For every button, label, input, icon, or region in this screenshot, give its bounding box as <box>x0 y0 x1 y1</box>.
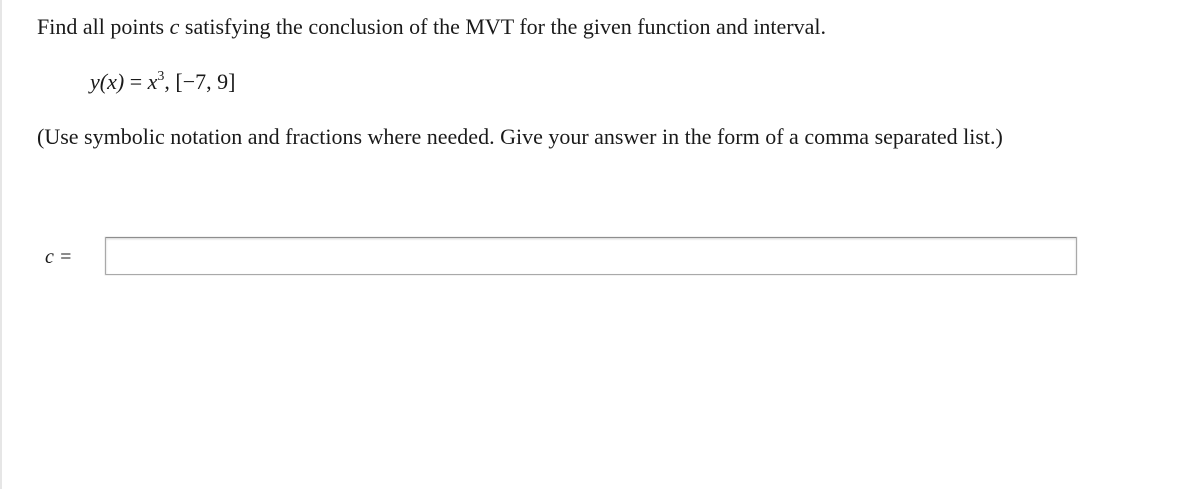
left-border <box>0 0 2 489</box>
question-prompt <box>37 12 826 42</box>
prompt-variable: c <box>169 14 180 39</box>
equation-lhs: y(x) <box>90 69 125 94</box>
answer-label: c = <box>45 246 73 268</box>
equation-base: x <box>147 69 158 94</box>
equation-equals: = <box>124 69 148 94</box>
prompt-suffix: satisfying the conclusion of the MVT for the given function and interval. <box>179 14 827 39</box>
answer-input[interactable] <box>105 237 1077 275</box>
equation-interval: , [−7, 9] <box>164 69 236 94</box>
prompt-prefix: Find all points <box>37 14 170 39</box>
equation-exponent: 3 <box>157 69 165 84</box>
answer-instructions: (Use symbolic notation and fractions where needed. Give your answer in the form of a comma separated list.) <box>37 124 1003 149</box>
function-equation <box>90 67 235 101</box>
